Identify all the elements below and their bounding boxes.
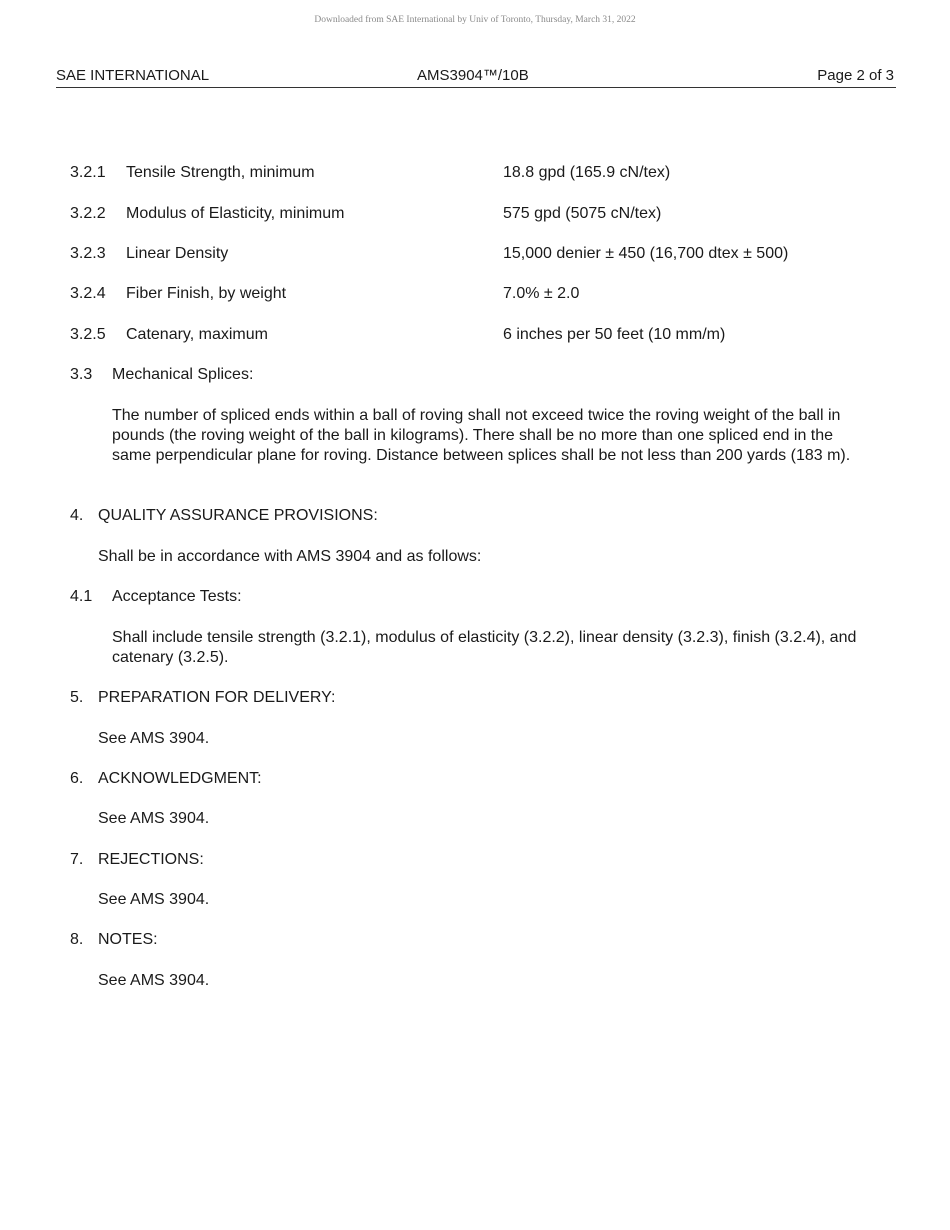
section-body-8: See AMS 3904.: [98, 972, 210, 989]
section-body-6: See AMS 3904.: [98, 810, 210, 827]
section-number: 3.2.1: [70, 164, 106, 181]
header-page-number: Page 2 of 3: [817, 67, 894, 84]
property-label: Linear Density: [126, 245, 229, 262]
property-value: 575 gpd (5075 cN/tex): [503, 205, 662, 222]
section-number: 3.2.2: [70, 205, 106, 222]
section-number: 4.: [70, 507, 84, 524]
section-title: REJECTIONS:: [98, 851, 204, 868]
download-note: Downloaded from SAE International by Univ of Toronto, Thursday, March 31, 2022: [314, 15, 636, 25]
section-number: 6.: [70, 770, 84, 787]
section-body-4-1: Shall include tensile strength (3.2.1), modulus of elasticity (3.2.2), linear density (3.2.3), finish (3.2.4), and catenary (3.2.5).: [112, 629, 857, 666]
section-title: Mechanical Splices:: [112, 366, 254, 383]
page-header: [56, 67, 896, 88]
section-title: NOTES:: [98, 931, 158, 948]
section-number: 3.2.3: [70, 245, 106, 262]
section-title: PREPARATION FOR DELIVERY:: [98, 689, 336, 706]
section-title: ACKNOWLEDGMENT:: [98, 770, 262, 787]
property-label: Fiber Finish, by weight: [126, 285, 287, 302]
section-title: QUALITY ASSURANCE PROVISIONS:: [98, 507, 378, 524]
section-body-7: See AMS 3904.: [98, 891, 210, 908]
section-body-4: Shall be in accordance with AMS 3904 and as follows:: [98, 548, 482, 565]
section-title: Acceptance Tests:: [112, 588, 242, 605]
section-number: 4.1: [70, 588, 93, 605]
property-label: Tensile Strength, minimum: [126, 164, 315, 181]
property-label: Catenary, maximum: [126, 326, 268, 343]
section-body-5: See AMS 3904.: [98, 730, 210, 747]
property-value: 6 inches per 50 feet (10 mm/m): [503, 326, 726, 343]
section-number: 3.3: [70, 366, 93, 383]
section-number: 3.2.5: [70, 326, 106, 343]
property-value: 18.8 gpd (165.9 cN/tex): [503, 164, 671, 181]
section-body-3-3: The number of spliced ends within a ball of roving shall not exceed twice the roving weight of the ball in pounds (the roving weight of the ball in kilograms). There shall be no more than one spliced end in the same perpendicular plane for roving. Distance between splices shall be not less than 200 yards (183 m).: [112, 407, 851, 464]
property-label: Modulus of Elasticity, minimum: [126, 205, 345, 222]
section-number: 7.: [70, 851, 84, 868]
header-document-id: AMS3904™/10B: [417, 67, 529, 84]
section-number: 5.: [70, 689, 84, 706]
header-organization: SAE INTERNATIONAL: [56, 67, 210, 84]
section-number: 8.: [70, 931, 84, 948]
property-value: 7.0% ± 2.0: [503, 285, 580, 302]
property-value: 15,000 denier ± 450 (16,700 dtex ± 500): [503, 245, 789, 262]
section-number: 3.2.4: [70, 285, 106, 302]
